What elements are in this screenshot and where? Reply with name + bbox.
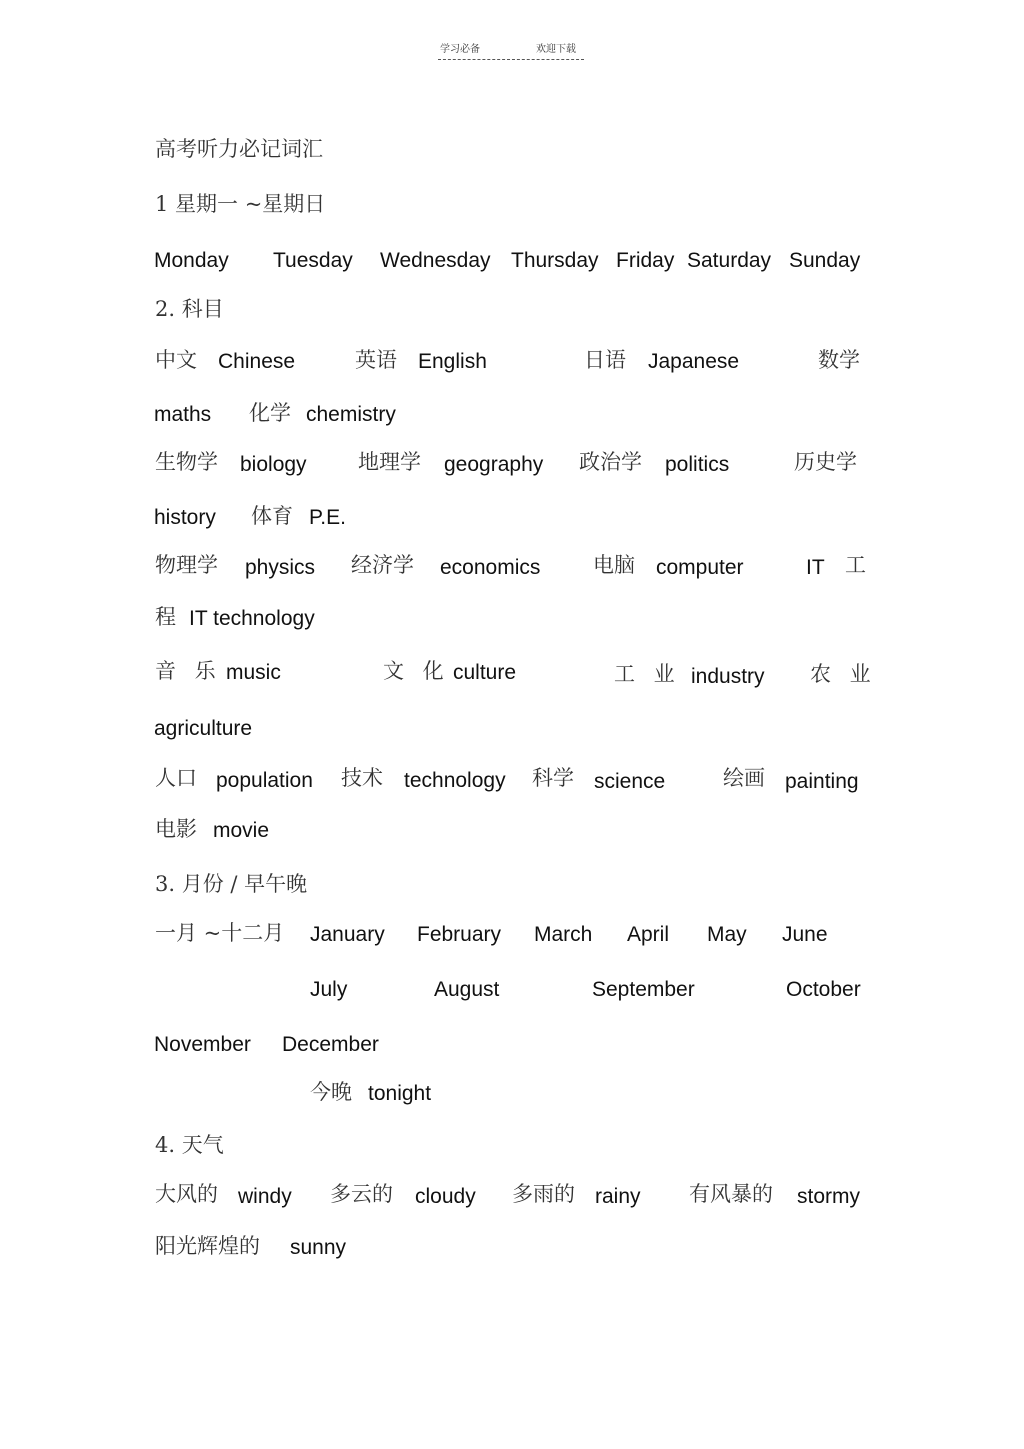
word: 多云的 — [330, 1182, 393, 1206]
word: 生物学 — [155, 450, 218, 474]
word: Chinese — [218, 350, 296, 373]
word: maths — [154, 403, 212, 426]
word: computer — [656, 556, 744, 579]
word: population — [216, 769, 313, 792]
word: August — [434, 978, 500, 1001]
word: stormy — [797, 1185, 860, 1208]
word: 电脑 — [593, 553, 635, 577]
word: 英语 — [355, 348, 397, 372]
word: 历史学 — [794, 450, 857, 474]
word: rainy — [595, 1185, 641, 1208]
word: 化学 — [249, 401, 291, 425]
word: geography — [444, 453, 544, 476]
word: Wednesday — [380, 249, 491, 272]
word: 多雨的 — [512, 1182, 575, 1206]
word: movie — [213, 819, 270, 842]
word: 一月 ~十二月 — [155, 921, 285, 945]
word: history — [154, 506, 216, 529]
word: 有风暴的 — [689, 1182, 773, 1206]
word: May — [707, 923, 747, 946]
word: October — [786, 978, 861, 1001]
word: industry — [691, 665, 765, 688]
word: painting — [785, 770, 859, 793]
section-3-heading: 3. 月份 / 早午晚 — [155, 872, 308, 896]
word: November — [154, 1033, 251, 1056]
word: tonight — [368, 1082, 432, 1105]
word: 大风的 — [155, 1182, 218, 1206]
word: January — [310, 923, 385, 946]
word: 中文 — [155, 348, 197, 372]
word: December — [282, 1033, 379, 1056]
word: 数学 — [818, 348, 860, 372]
word: IT — [806, 556, 825, 579]
word: cloudy — [415, 1185, 476, 1208]
word: April — [627, 923, 670, 946]
word: 体育 — [251, 504, 293, 528]
word: 物理学 — [155, 553, 218, 577]
section-4-heading: 4. 天气 — [155, 1133, 224, 1157]
word: 经济学 — [351, 553, 414, 577]
header-divider — [438, 59, 584, 60]
word: 音 乐 — [155, 659, 222, 683]
word: 今晚 — [310, 1080, 352, 1104]
word: 工 — [845, 553, 866, 577]
word: IT technology — [189, 607, 315, 630]
word: 农 业 — [810, 662, 877, 686]
word: June — [782, 923, 828, 946]
word: 人口 — [155, 766, 197, 790]
word: windy — [238, 1185, 292, 1208]
word: 文 化 — [383, 659, 450, 683]
word: 科学 — [532, 766, 574, 790]
section-1-heading: 1 星期一 ~星期日 — [155, 192, 326, 216]
word: agriculture — [154, 717, 253, 740]
word: science — [594, 770, 666, 793]
word: 程 — [155, 605, 176, 629]
word: biology — [240, 453, 307, 476]
word: P.E. — [309, 506, 346, 529]
word: Sunday — [789, 249, 861, 272]
word: 工 业 — [614, 662, 681, 686]
word: 地理学 — [358, 450, 421, 474]
word: July — [310, 978, 348, 1001]
word: 日语 — [584, 348, 626, 372]
word: chemistry — [306, 403, 396, 426]
header-left: 学习必备 — [440, 44, 480, 55]
word: 技术 — [341, 766, 383, 790]
word: English — [418, 350, 487, 373]
word: 电影 — [155, 817, 197, 841]
word: Tuesday — [273, 249, 353, 272]
word: politics — [665, 453, 730, 476]
document-title: 高考听力必记词汇 — [155, 137, 323, 161]
word: Friday — [616, 249, 675, 272]
word: 绘画 — [723, 766, 765, 790]
header-right: 欢迎下载 — [536, 44, 576, 55]
word: technology — [404, 769, 506, 792]
section-2-heading: 2. 科目 — [155, 297, 224, 321]
word: culture — [453, 661, 517, 684]
word: music — [226, 661, 281, 684]
word: Thursday — [511, 249, 599, 272]
word: economics — [440, 556, 541, 579]
word: February — [417, 923, 502, 946]
word: March — [534, 923, 593, 946]
word: Saturday — [687, 249, 772, 272]
word: physics — [245, 556, 316, 579]
word: sunny — [290, 1236, 347, 1259]
word: 政治学 — [579, 450, 642, 474]
word: September — [592, 978, 695, 1001]
word: Japanese — [648, 350, 740, 373]
word: 阳光辉煌的 — [155, 1234, 260, 1258]
word: Monday — [154, 249, 229, 272]
